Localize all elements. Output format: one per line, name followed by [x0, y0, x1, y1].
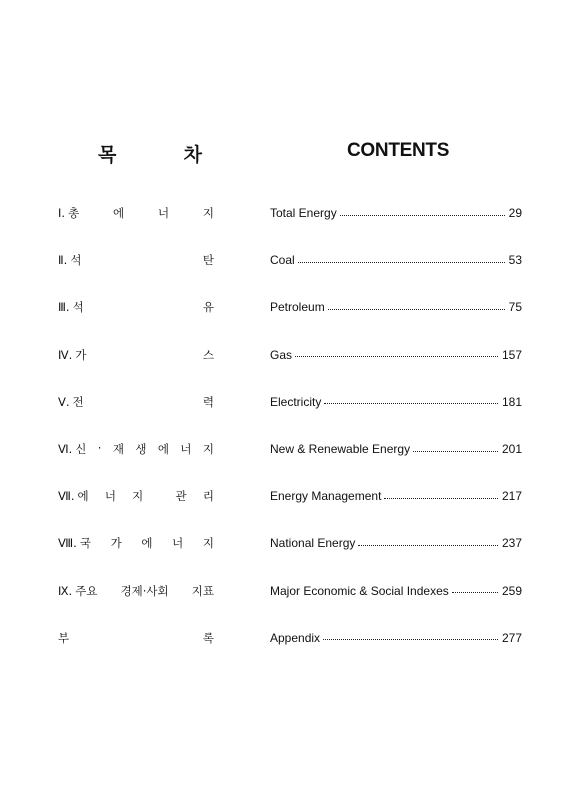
toc-entry-korean-title [75, 441, 214, 457]
dot-leader [358, 544, 498, 546]
toc-entry[interactable] [0, 297, 578, 317]
toc-entry-page-number: 157 [501, 347, 522, 362]
dot-leader [295, 355, 498, 357]
toc-entry[interactable] [0, 439, 578, 459]
toc-entry-english [270, 297, 522, 317]
toc-entry-page-number: 75 [508, 300, 522, 315]
toc-entry-number: Ⅲ. [58, 300, 70, 315]
toc-entry-korean [58, 533, 214, 553]
toc-entry-korean-title [75, 583, 214, 599]
dot-leader [324, 402, 498, 404]
toc-entry-korean-title [70, 252, 214, 268]
dot-leader [298, 261, 505, 263]
dot-leader [413, 450, 498, 452]
toc-entry-korean [58, 345, 214, 365]
toc-entry-korean [58, 203, 214, 223]
toc-entry-korean-segment: 력 [202, 394, 214, 409]
toc-entry[interactable] [0, 392, 578, 412]
toc-entry-english [270, 628, 522, 648]
toc-entry[interactable] [0, 250, 578, 270]
toc-entry-english-title: Electricity [270, 394, 322, 409]
toc-entry[interactable] [0, 581, 578, 601]
toc-entry-korean-segment: 지 [202, 536, 214, 551]
toc-entry-number: Ⅱ. [58, 253, 68, 268]
toc-entry-english [270, 203, 522, 223]
toc-entry-korean [58, 250, 214, 270]
toc-entry[interactable] [0, 533, 578, 553]
toc-entry-korean-segment: · [97, 441, 102, 455]
toc-entry-korean-segment: 석 [72, 300, 84, 315]
toc-entry-english-title: Gas [270, 347, 293, 362]
dot-leader [340, 214, 505, 216]
toc-entry[interactable] [0, 486, 578, 506]
toc-entry-korean-segment: 전 [72, 394, 84, 409]
toc-entry-korean-segment: 에 [141, 536, 153, 551]
toc-entry-korean-segment: 록 [202, 630, 214, 645]
heading-english: CONTENTS [347, 140, 450, 161]
toc-entry-korean-title [58, 630, 214, 646]
toc-entry-korean-segment: 국 [79, 536, 91, 551]
toc-entry-page-number: 237 [501, 536, 522, 551]
toc-entry-number: Ⅳ. [58, 347, 73, 362]
toc-entry-number: Ⅷ. [58, 536, 77, 551]
toc-entry-korean-title [80, 535, 214, 551]
toc-entry-korean [58, 628, 214, 648]
dot-leader [452, 591, 498, 593]
toc-entry-number: Ⅵ. [58, 442, 73, 456]
toc-entry[interactable] [0, 345, 578, 365]
toc-entry-korean-segment: 생 [135, 442, 147, 456]
toc-entry-korean [58, 392, 214, 412]
toc-entry-english-title: Coal [270, 253, 295, 268]
toc-entry-english-title: Energy Management [270, 489, 382, 504]
dot-leader [328, 308, 505, 310]
toc-entry-english [270, 533, 522, 553]
toc-entry-english-title: New & Renewable Energy [270, 442, 411, 456]
toc-entry-number: Ⅸ. [58, 583, 73, 598]
toc-entry-english-title: Appendix [270, 630, 321, 645]
toc-entry-korean-title [73, 394, 214, 410]
toc-entry-english [270, 439, 522, 459]
toc-entry-english-title: National Energy [270, 536, 356, 551]
toc-entry-korean-segment: 관 [175, 489, 187, 504]
heading-korean-char: 차 [183, 144, 202, 166]
toc-entry-english [270, 581, 522, 601]
toc-entry-korean-segment: 경제·사회 [120, 583, 169, 598]
toc-entry[interactable] [0, 628, 578, 648]
toc-entry-korean [58, 439, 214, 459]
toc-entry-english-title: Major Economic & Social Indexes [270, 583, 449, 598]
toc-entry-page-number: 277 [501, 630, 522, 645]
toc-entry-korean-segment: 너 [180, 442, 192, 456]
toc-entry-korean-segment: 리 [202, 489, 214, 504]
toc-entry-korean-segment: 총 [68, 206, 80, 220]
toc-entry-korean [58, 581, 214, 601]
toc-entry-korean-title [75, 347, 214, 363]
toc-entry-korean-segment: 지 [202, 206, 214, 220]
heading-korean-char: 목 [98, 144, 117, 166]
toc-entry-page-number: 29 [508, 206, 522, 220]
toc-entry-korean-segment: 주요 [75, 583, 98, 598]
dot-leader [384, 497, 498, 499]
toc-entry-page-number: 259 [501, 583, 522, 598]
toc-entry-english-title: Total Energy [270, 206, 337, 220]
toc-entry-korean-segment: 지표 [191, 583, 214, 598]
toc-entry-korean-title [78, 488, 214, 504]
toc-entry-korean-segment: 가 [75, 347, 87, 362]
toc-entry-korean [58, 297, 214, 317]
toc-entry-english [270, 392, 522, 412]
toc-entry-page-number: 201 [501, 442, 522, 456]
toc-entry-number: Ⅴ. [58, 394, 70, 409]
toc-entry-korean-segment: 에 [77, 489, 89, 504]
toc-entry[interactable] [0, 203, 578, 223]
toc-entry-korean-segment: 에 [113, 206, 125, 220]
toc-entry-english [270, 486, 522, 506]
toc-entry-korean-segment: 지 [132, 489, 144, 504]
toc-entry-korean-segment: 신 [75, 442, 87, 456]
toc-entry-korean-segment: 너 [157, 206, 170, 220]
toc-entry-korean-segment: 너 [172, 536, 184, 551]
toc-entry-page-number: 181 [501, 394, 522, 409]
toc-entry-page-number: 217 [501, 489, 522, 504]
toc-entry-korean [58, 486, 214, 506]
toc-entry-korean-segment: 너 [104, 489, 116, 504]
toc-entry-korean-title [73, 299, 214, 315]
toc-entry-korean-segment: 탄 [202, 253, 214, 268]
toc-entry-korean-segment: 지 [202, 442, 214, 456]
toc-entry-number: Ⅰ. [58, 206, 66, 220]
toc-entry-korean-segment: 스 [202, 347, 214, 362]
toc-entry-korean-segment: 재 [112, 442, 124, 456]
dot-leader [323, 638, 498, 640]
toc-entry-korean-segment: 부 [58, 630, 70, 645]
toc-entry-page-number: 53 [508, 253, 522, 268]
toc-entry-korean-segment: 가 [110, 536, 122, 551]
toc-entry-korean-segment: 에 [157, 442, 169, 456]
toc-entry-korean-segment: 유 [202, 300, 214, 315]
toc-entry-english-title: Petroleum [270, 300, 325, 315]
toc-entry-english [270, 345, 522, 365]
toc-entry-korean-title [68, 205, 214, 221]
toc-entry-korean-segment: 석 [70, 253, 82, 268]
toc-entry-english [270, 250, 522, 270]
toc-entry-number: Ⅶ. [58, 489, 75, 504]
